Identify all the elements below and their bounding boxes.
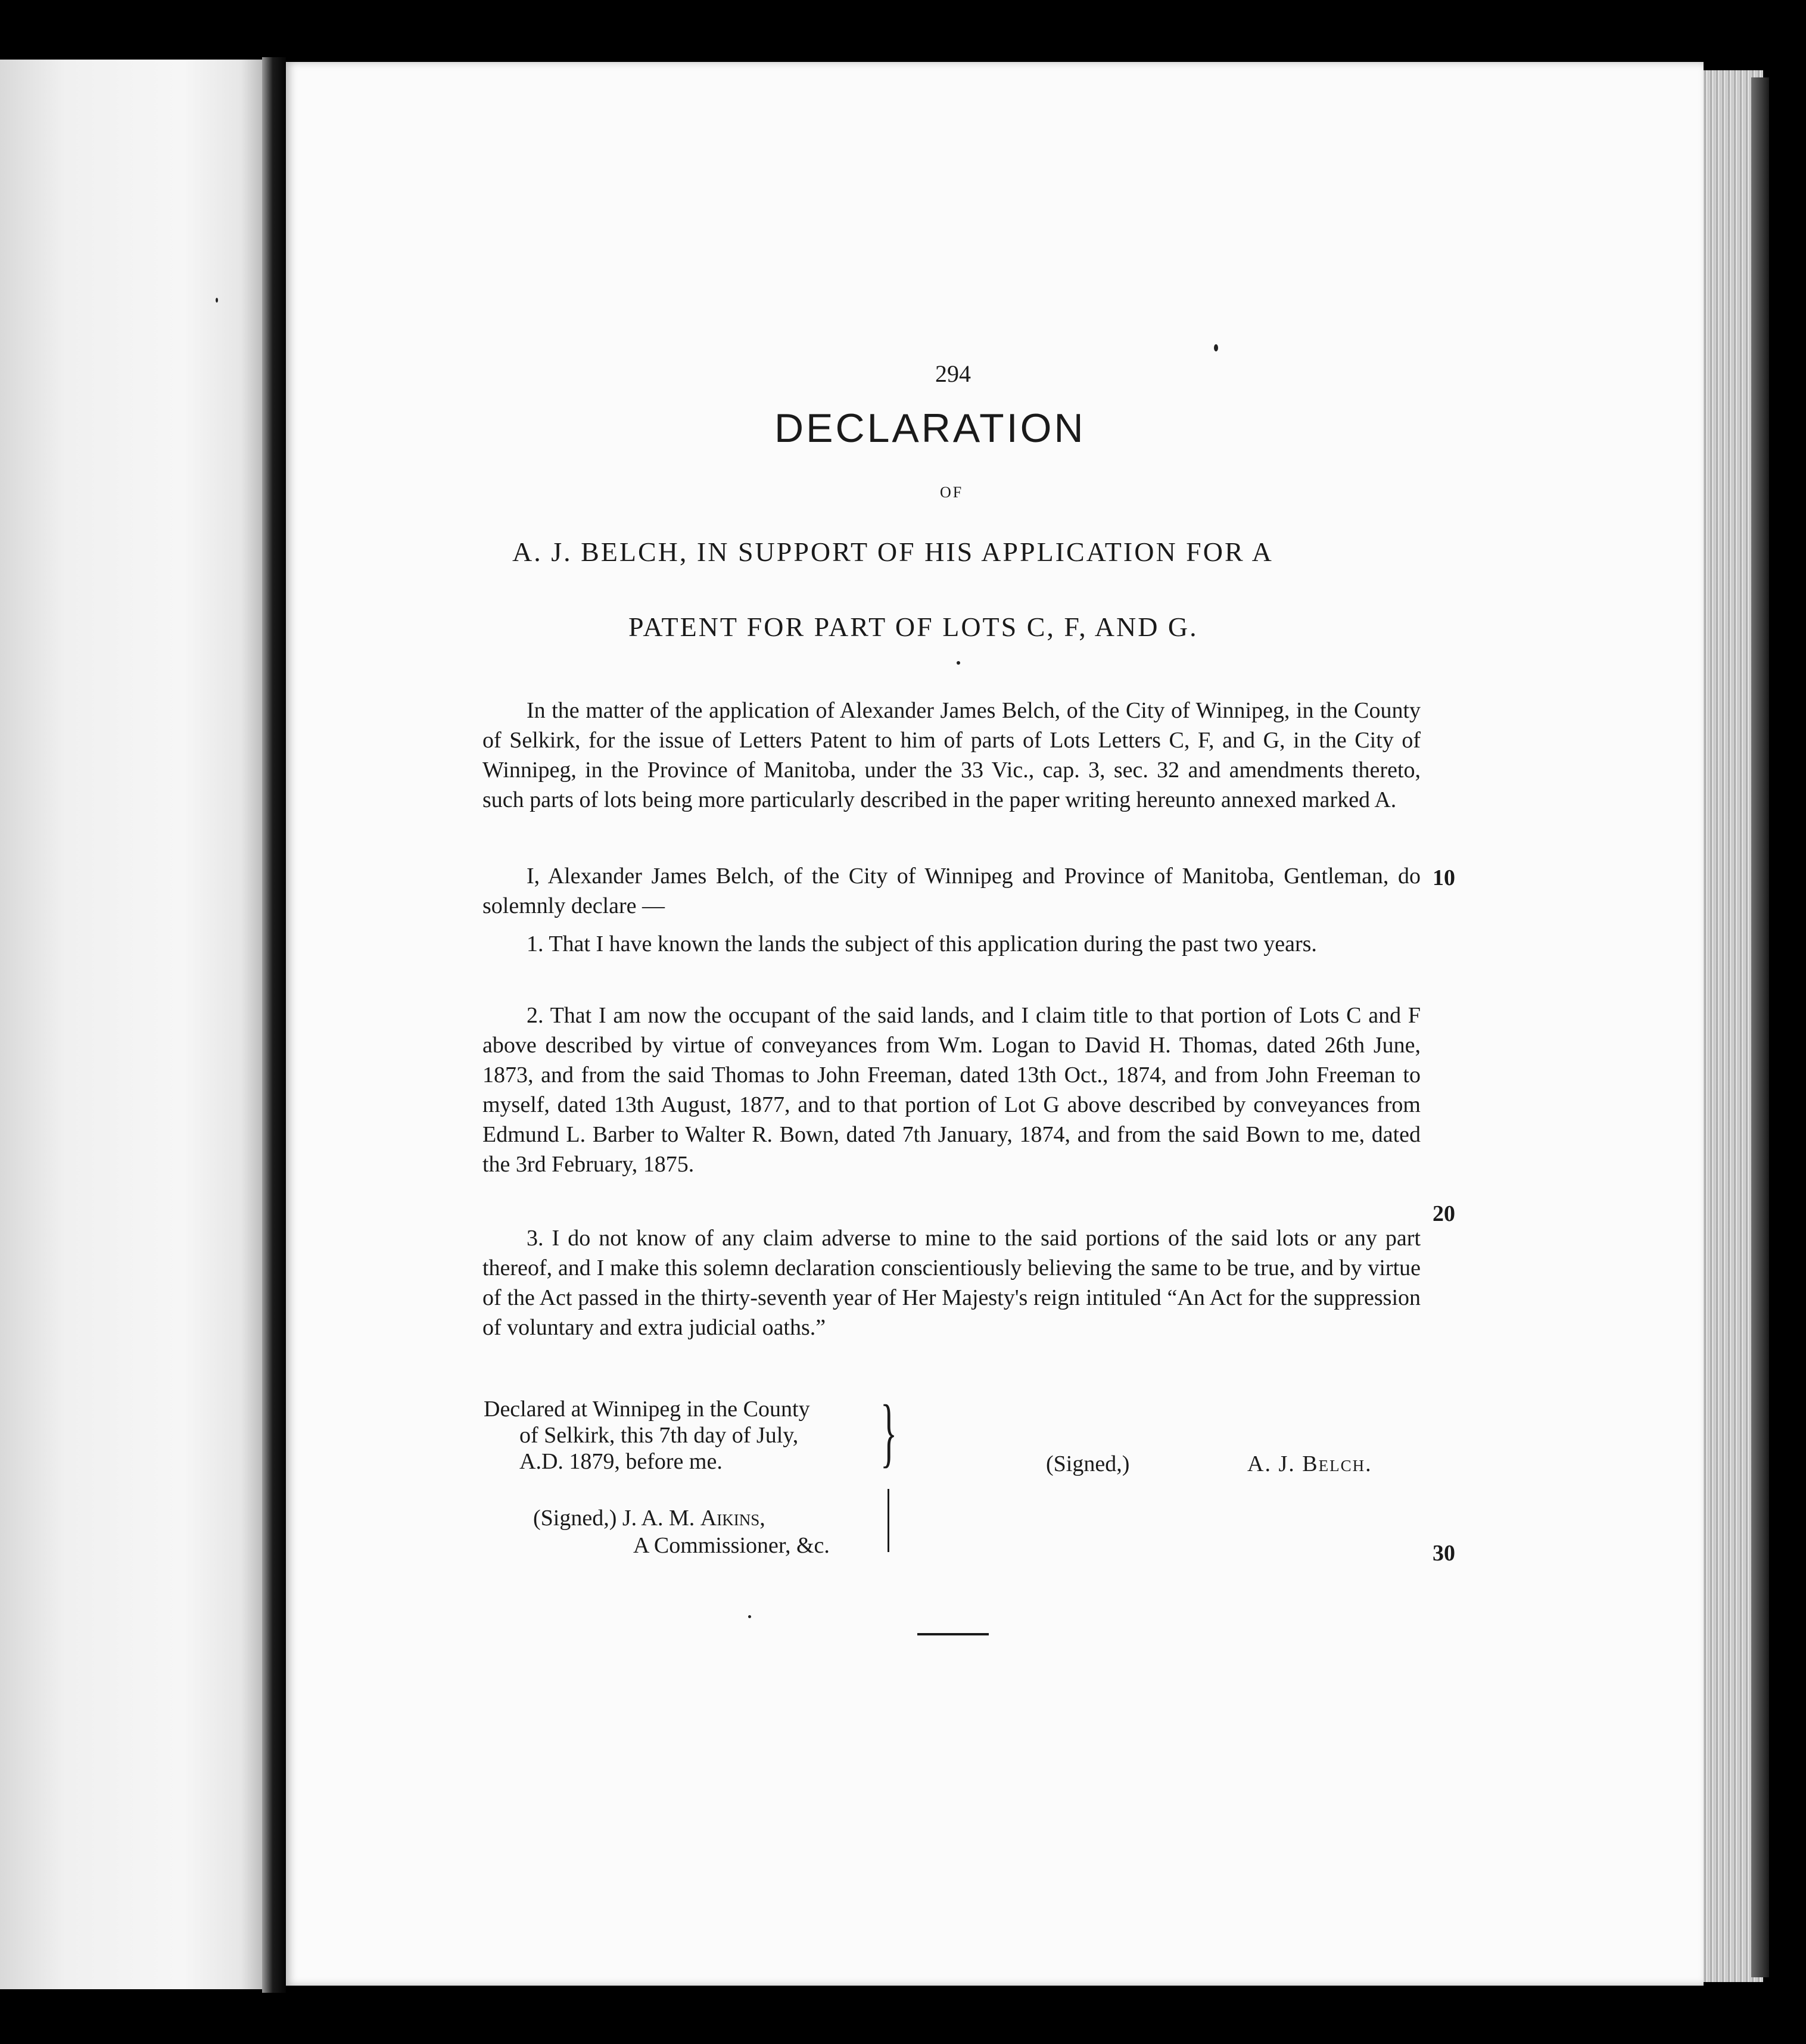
scan-speck (216, 298, 218, 303)
intro-paragraph (482, 696, 1421, 815)
signature-initials: A. J. (1247, 1451, 1296, 1476)
subtitle-line-1: A. J. BELCH, IN SUPPORT OF HIS APPLICATION FOR A (512, 537, 1273, 567)
margin-line-number: 20 (1433, 1201, 1455, 1226)
jurat-brace: } (880, 1389, 898, 1475)
commissioner-surname: Aikins, (700, 1506, 765, 1531)
scan-speck (748, 1615, 751, 1618)
page-number: 294 (935, 360, 971, 387)
page-title: DECLARATION (774, 406, 1086, 451)
subtitle-line-2: PATENT FOR PART OF LOTS C, F, AND G. (628, 612, 1198, 642)
declarant-text: I, Alexander James Belch, of the City of Winnipeg and Province of Manitoba, Gentleman, do solemnly declare — (482, 864, 1421, 918)
commissioner-signature (533, 1504, 867, 1559)
jurat-line: of Selkirk, this 7th day of July, (519, 1423, 799, 1448)
commissioner-title: A Commissioner, &c. (633, 1533, 830, 1558)
declaration-item-text: 3. I do not know of any claim adverse to mine to the said portions of the said lots or any part thereof, and I make this solemn declaration conscientiously believing the same to be true, and by virtue of the Act passed in the thirty-seventh year of Her Majesty's reign intituled “An Act for the suppression of voluntary and extra judicial oaths.” (482, 1226, 1421, 1340)
declarant-signature (1247, 1451, 1372, 1477)
commissioner-signed-text: (Signed,) J. A. M. (533, 1506, 695, 1531)
margin-line-number: 30 (1433, 1541, 1455, 1566)
commissioner-signed-line (533, 1504, 867, 1532)
declaration-item-text: 1. That I have known the lands the subject of this application during the past two years. (527, 931, 1317, 956)
intro-text: In the matter of the application of Alexander James Belch, of the City of Winnipeg, in the County of Selkirk, for the issue of Letters Patent to him of parts of Lots Letters C, F, and G, in the City of Winnipeg, in the Province of Manitoba, under the 33 Vic., cap. 3, sec. 32 and amendments thereto, such parts of lots being more particularly described in the paper writing hereunto annexed marked A. (482, 698, 1421, 812)
signature-surname: Belch. (1302, 1451, 1372, 1476)
jurat-line: A.D. 1879, before me. (519, 1449, 723, 1474)
signed-label: (Signed,) (1046, 1451, 1130, 1476)
title-of-label: OF (940, 484, 964, 501)
jurat-block (484, 1396, 889, 1475)
scan-speck (1214, 344, 1218, 351)
end-rule (917, 1633, 989, 1635)
jurat-line: Declared at Winnipeg in the County (484, 1397, 810, 1422)
book-gutter (262, 57, 286, 1993)
declaration-item-2 (482, 1001, 1421, 1179)
declaration-item-text: 2. That I am now the occupant of the said lands, and I claim title to that portion of Lots C and F above described by virtue of conveyances from Wm. Logan to David H. Thomas, dated 26th June, 1873, and from the said Thomas to John Freeman, dated 13th Oct., 1874, and from John Freeman to myself, dated 13th August, 1877, and to that portion of Lot G above described by conveyances from Edmund L. Barber to Walter R. Bown, dated 7th January, 1874, and from the said Bown to me, dated the 3rd February, 1875. (482, 1003, 1421, 1177)
declarant-paragraph (482, 861, 1421, 921)
previous-page-edge (0, 60, 262, 1989)
scan-speck (957, 661, 960, 665)
jurat-brace-rule (888, 1489, 889, 1552)
margin-line-number: 10 (1433, 865, 1455, 890)
page-block-shadow (1751, 77, 1769, 1977)
declaration-item-3 (482, 1223, 1421, 1342)
declaration-item-1 (482, 929, 1421, 959)
